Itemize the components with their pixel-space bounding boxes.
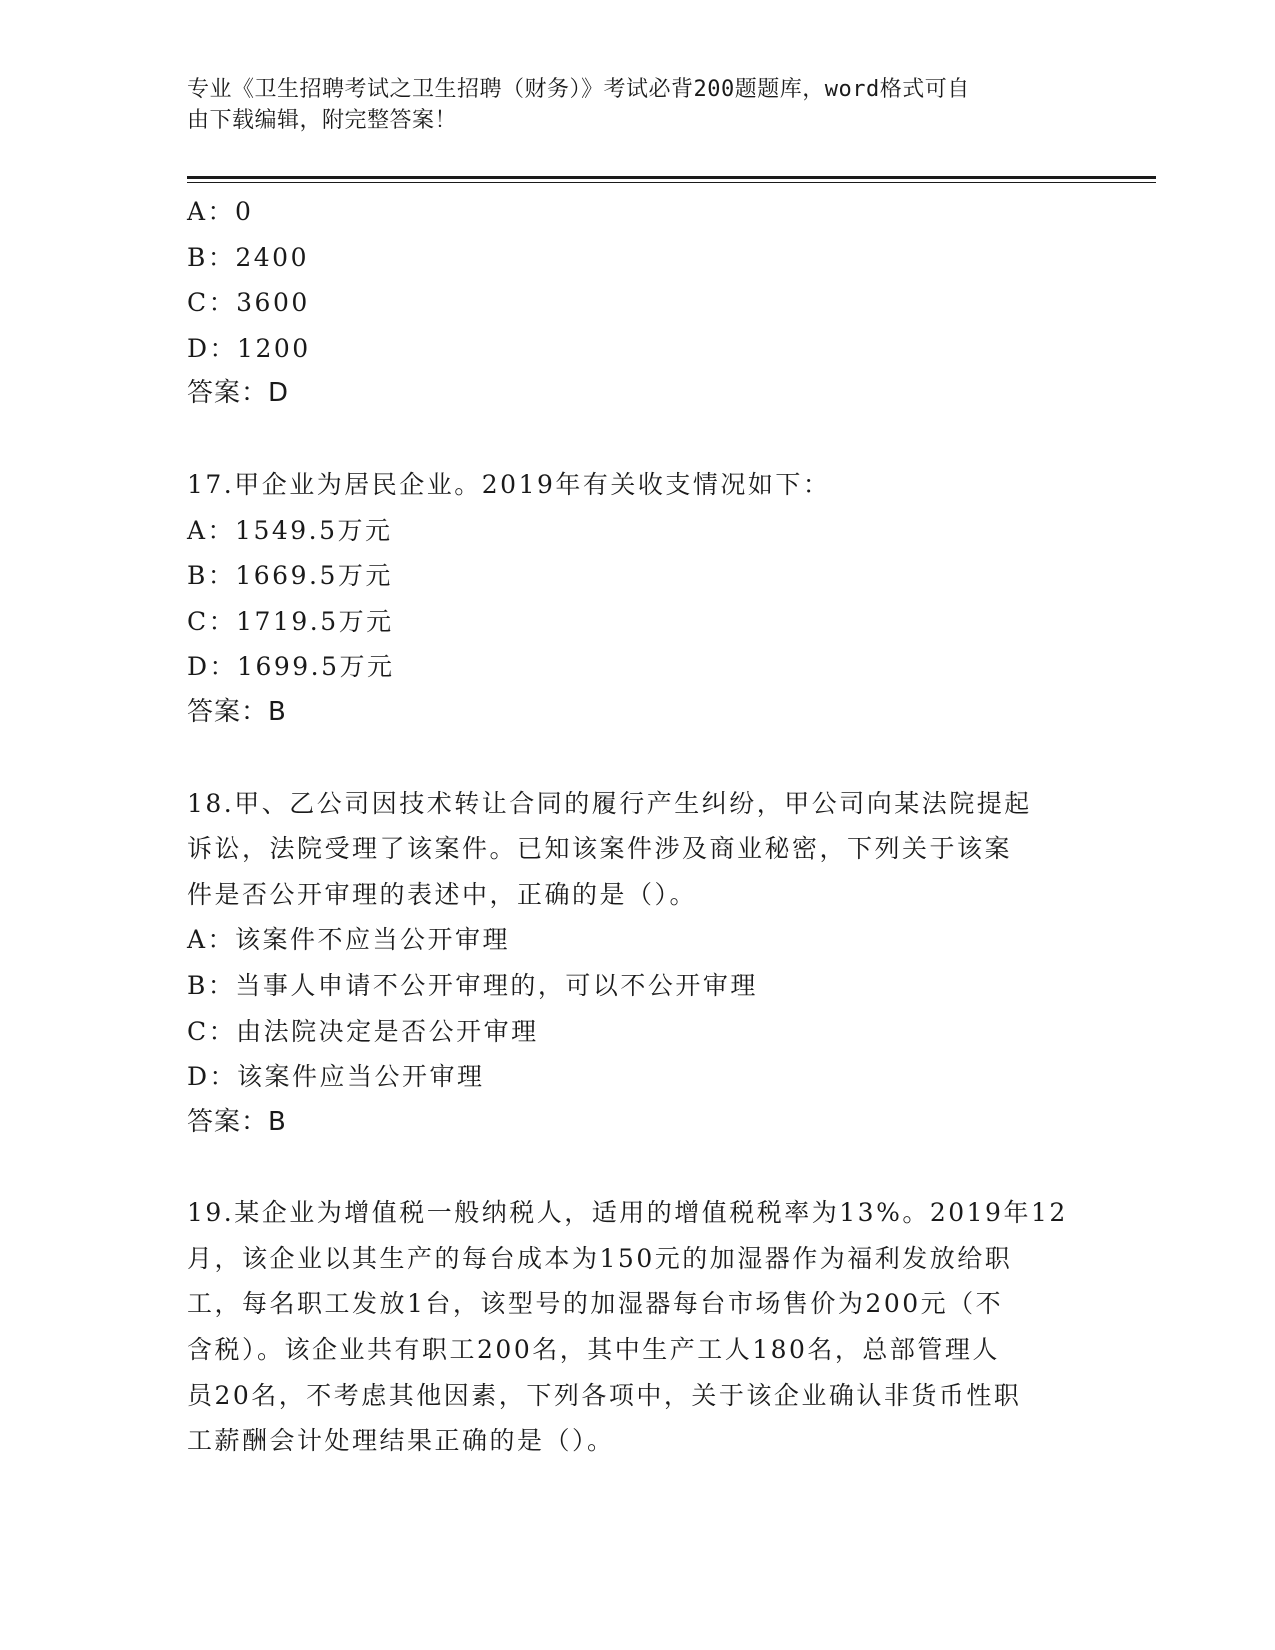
- header-line-2: 由下载编辑，附完整答案！: [187, 108, 458, 133]
- option-c: C：3600: [187, 288, 310, 318]
- option-c: C：1719.5万元: [187, 606, 394, 636]
- option-b: B：1669.5万元: [187, 561, 393, 591]
- header-divider-thick: [187, 176, 1156, 179]
- option-b: B：2400: [187, 242, 309, 272]
- question-stem-line: 18.甲、乙公司因技术转让合同的履行产生纠纷，甲公司向某法院提起: [187, 788, 1032, 818]
- document-header: [187, 74, 1067, 136]
- option-b: B：当事人申请不公开审理的，可以不公开审理: [187, 970, 758, 1000]
- question-stem-line: 工，每名职工发放1台，该型号的加湿器每台市场售价为200元（不: [187, 1289, 1004, 1319]
- answer-line: 答案：B: [187, 696, 287, 727]
- option-a: A：0: [187, 197, 254, 226]
- header-divider-thin: [187, 182, 1156, 183]
- option-c: C：由法院决定是否公开审理: [187, 1016, 539, 1046]
- option-a: A：该案件不应当公开审理: [187, 925, 511, 955]
- header-line-1: 专业《卫生招聘考试之卫生招聘（财务）》考试必背200题题库，word格式可自: [187, 77, 970, 102]
- option-d: D：1200: [187, 333, 311, 363]
- question-stem-line: 月，该企业以其生产的每台成本为150元的加湿器作为福利发放给职: [187, 1243, 1013, 1273]
- question-stem-line: 19.某企业为增值税一般纳税人，适用的增值税税率为13%。2019年12: [187, 1198, 1068, 1228]
- question-stem: 17.甲企业为居民企业。2019年有关收支情况如下：: [187, 469, 831, 499]
- question-stem-line: 诉讼，法院受理了该案件。已知该案件涉及商业秘密，下列关于该案: [187, 834, 1013, 864]
- answer-line: 答案：B: [187, 1106, 287, 1137]
- question-stem-line: 员20名，不考虑其他因素，下列各项中，关于该企业确认非货币性职: [187, 1380, 1022, 1410]
- question-19: [187, 1190, 1087, 1464]
- answer-line: 答案：D: [187, 378, 290, 409]
- question-17: [187, 462, 1087, 736]
- question-stem-line: 含税）。该企业共有职工200名，其中生产工人180名，总部管理人: [187, 1335, 1000, 1365]
- question-content: [187, 189, 1087, 1464]
- question-16-tail: [187, 189, 1087, 417]
- option-a: A：1549.5万元: [187, 515, 393, 545]
- question-stem-line: 工薪酬会计处理结果正确的是（）。: [187, 1426, 615, 1456]
- question-stem-line: 件是否公开审理的表述中，正确的是（）。: [187, 879, 698, 909]
- option-d: D：该案件应当公开审理: [187, 1062, 485, 1092]
- question-18: [187, 781, 1087, 1146]
- option-d: D：1699.5万元: [187, 652, 395, 682]
